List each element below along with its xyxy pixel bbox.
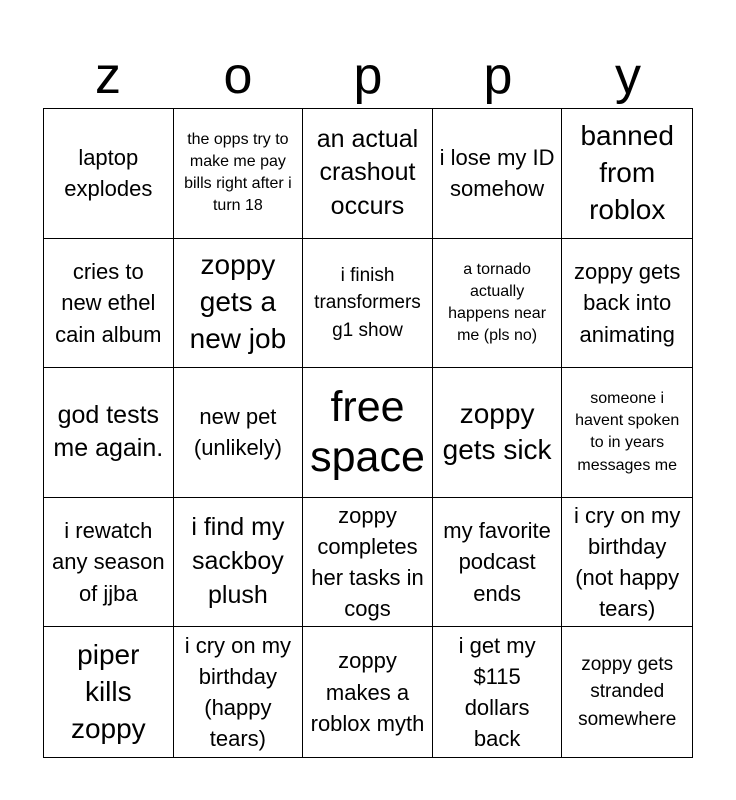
header-letter-2: o (223, 47, 253, 105)
bingo-cell-text: god tests me again. (53, 400, 164, 463)
bingo-cell-r4-c5[interactable] (562, 498, 692, 628)
bingo-cell-r3-c2[interactable] (174, 368, 304, 498)
bingo-cell-r1-c3[interactable] (303, 109, 433, 239)
bingo-cell-text: i find my sackboy plush (191, 513, 285, 609)
bingo-cell-r1-c2[interactable] (174, 109, 304, 239)
bingo-cell-text: a tornado actually happens near me (pls no) (448, 260, 547, 344)
bingo-cell-text: zoppy gets sick (442, 397, 552, 466)
header-letter-3: p (353, 47, 383, 105)
bingo-cell-text: zoppy makes a roblox myth (310, 648, 425, 736)
header-letter-1: z (95, 47, 121, 105)
bingo-cell-r2-c5[interactable] (562, 239, 692, 369)
bingo-cell-r2-c3[interactable] (303, 239, 433, 369)
bingo-cell-text: i finish transformers g1 show (314, 264, 421, 341)
bingo-cell-r2-c1[interactable] (44, 239, 174, 369)
bingo-cell-text: laptop explodes (64, 145, 153, 202)
bingo-cell-r5-c1[interactable] (44, 627, 174, 757)
bingo-cell-text: an actual crashout occurs (316, 124, 419, 221)
bingo-cell-text: new pet (unlikely) (193, 404, 282, 461)
bingo-cell-text: banned from roblox (580, 119, 674, 225)
bingo-cell-text: zoppy gets back into animating (573, 259, 681, 347)
bingo-cell-r5-c4[interactable] (433, 627, 563, 757)
bingo-board (43, 108, 693, 758)
bingo-cell-r2-c4[interactable] (433, 239, 563, 369)
bingo-cell-r1-c5[interactable] (562, 109, 692, 239)
bingo-cell-text: piper kills zoppy (70, 638, 146, 744)
bingo-cell-text: free space (310, 383, 425, 482)
bingo-cell-r4-c2[interactable] (174, 498, 304, 628)
header-letter-5: y (615, 47, 641, 105)
bingo-cell-text: zoppy completes her tasks in cogs (311, 502, 424, 622)
bingo-cell-text: zoppy gets stranded somewhere (578, 653, 677, 730)
bingo-cell-r5-c3[interactable] (303, 627, 433, 757)
bingo-header (43, 44, 693, 108)
bingo-cell-r3-c5[interactable] (562, 368, 692, 498)
bingo-cell-text: i get my $115 dollars back (458, 632, 536, 752)
bingo-cell-r3-c1[interactable] (44, 368, 174, 498)
bingo-cell-r1-c1[interactable] (44, 109, 174, 239)
bingo-cell-text: cries to new ethel cain album (55, 259, 162, 347)
bingo-cell-r4-c1[interactable] (44, 498, 174, 628)
bingo-cell-text: i lose my ID somehow (439, 145, 555, 202)
bingo-cell-text: my favorite podcast ends (443, 518, 551, 606)
bingo-cell-r3-c4[interactable] (433, 368, 563, 498)
bingo-cell-r4-c3[interactable] (303, 498, 433, 628)
bingo-cell-text: i rewatch any season of jjba (52, 518, 165, 606)
bingo-cell-text: i cry on my birthday (happy tears) (184, 632, 292, 752)
bingo-cell-r2-c2[interactable] (174, 239, 304, 369)
bingo-free-space[interactable] (303, 368, 433, 498)
bingo-cell-text: i cry on my birthday (not happy tears) (574, 502, 681, 622)
bingo-cell-r1-c4[interactable] (433, 109, 563, 239)
bingo-cell-text: someone i havent spoken to in years messages me (575, 390, 680, 474)
bingo-cell-text: the opps try to make me pay bills right after i turn 18 (184, 131, 292, 215)
bingo-cell-r5-c2[interactable] (174, 627, 304, 757)
header-letter-4: p (483, 47, 513, 105)
bingo-cell-r5-c5[interactable] (562, 627, 692, 757)
bingo-cell-r4-c4[interactable] (433, 498, 563, 628)
bingo-cell-text: zoppy gets a new job (189, 249, 287, 355)
